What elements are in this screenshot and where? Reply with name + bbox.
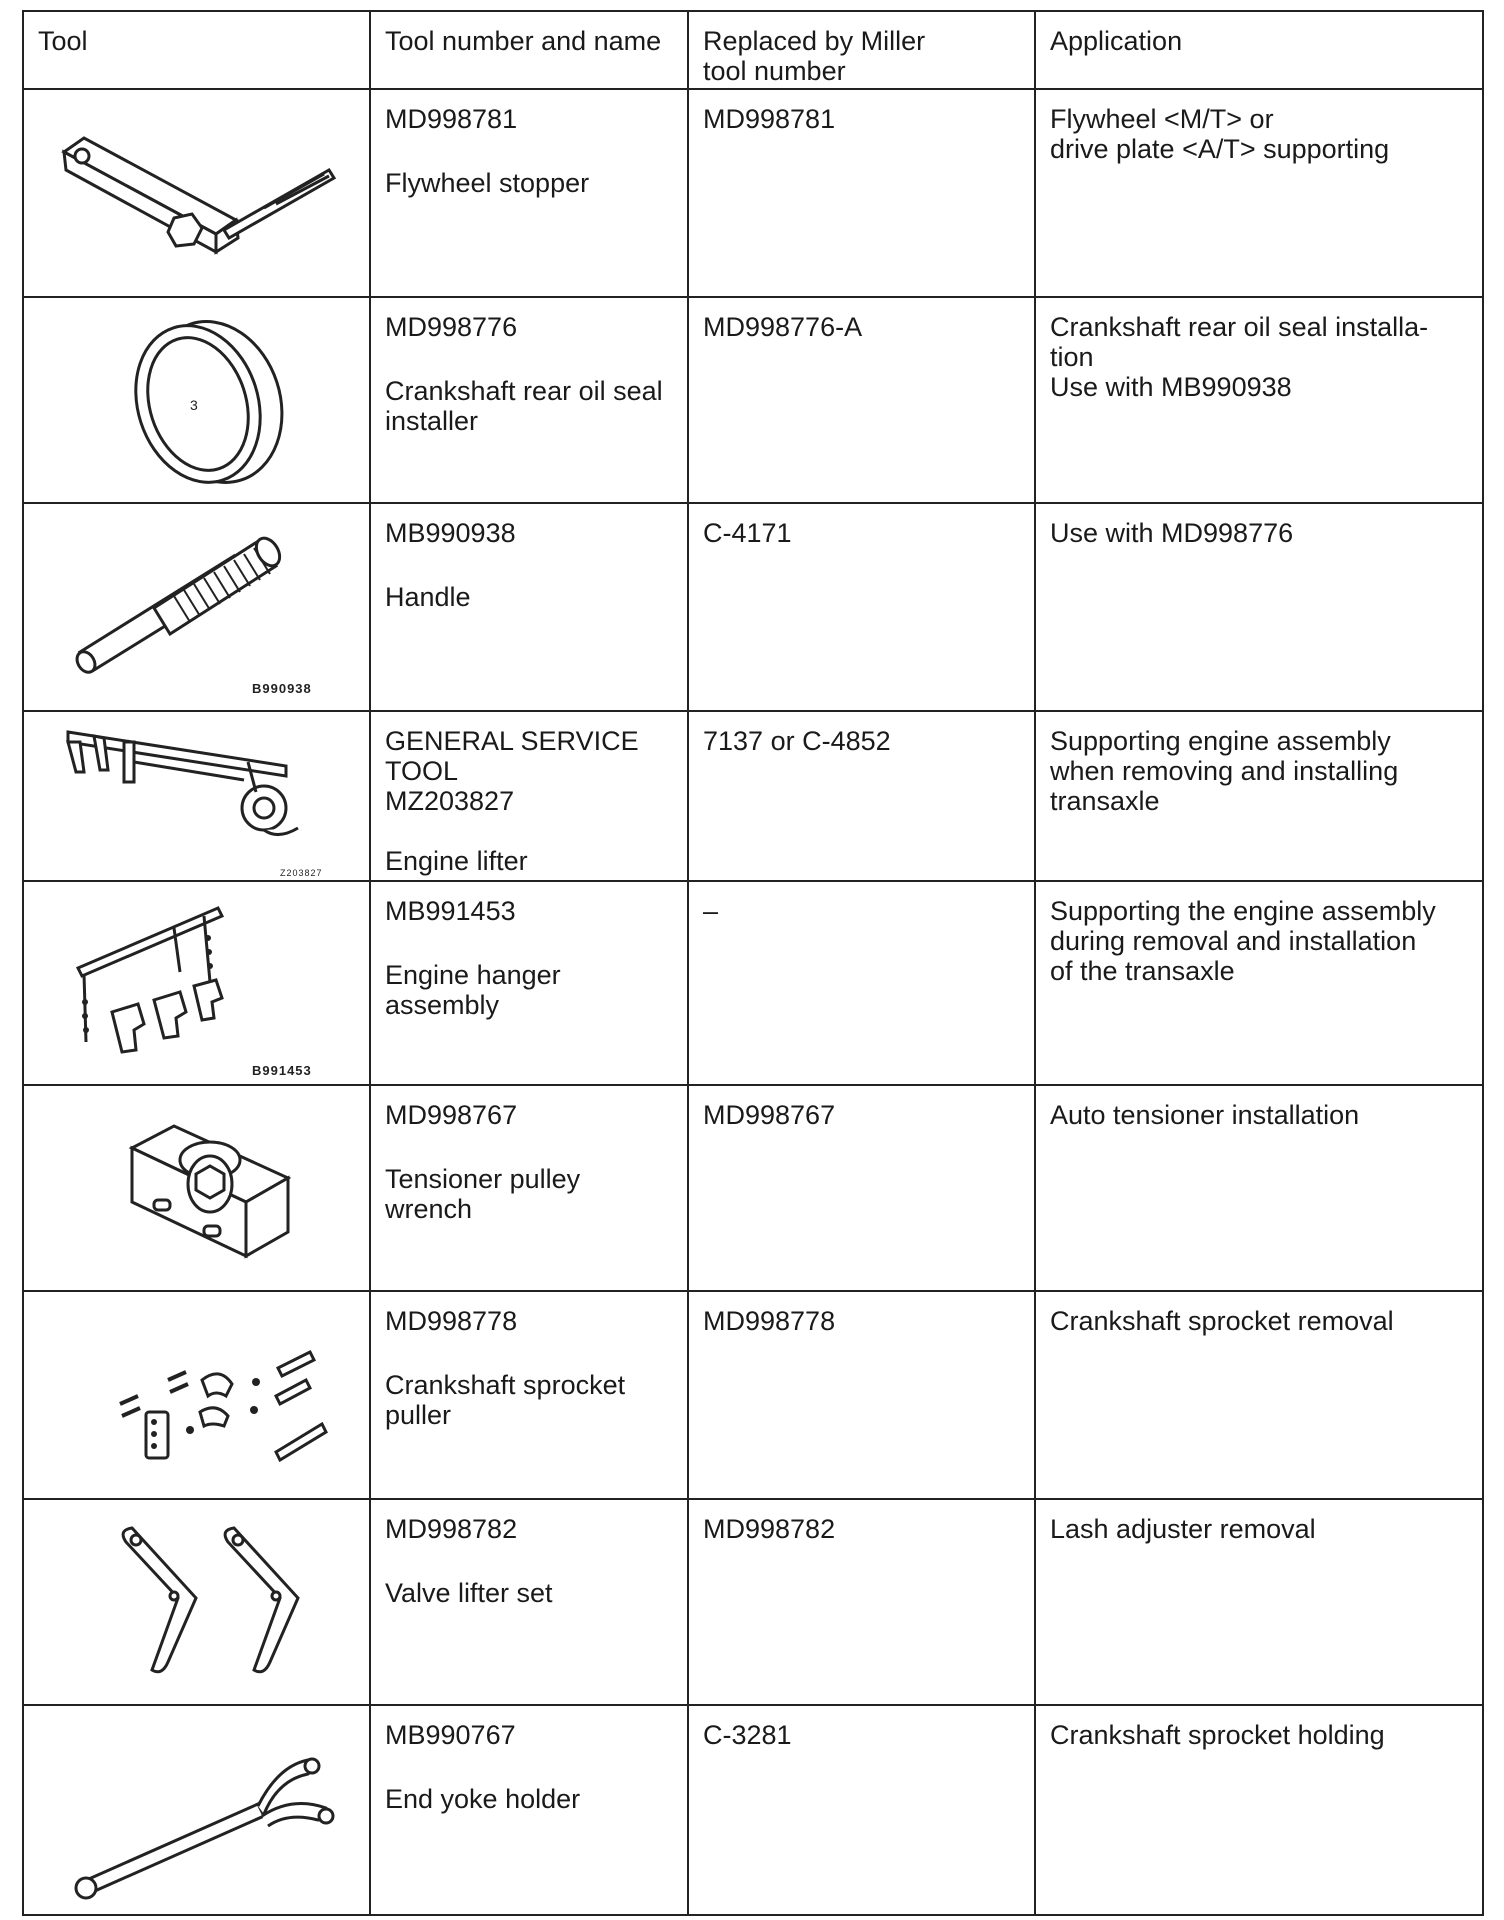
header-number-name: Tool number and name [370, 11, 688, 89]
tool-name: Engine lifter [385, 846, 528, 876]
illustration-code: Z203827 [280, 868, 323, 878]
table-row [23, 1291, 1483, 1499]
tool-number: MB991453 [385, 896, 516, 926]
svg-text:3: 3 [190, 397, 198, 413]
header-replaced: Replaced by Miller tool number [688, 11, 1035, 89]
illustration-code: B991453 [252, 1063, 312, 1078]
miller-number: – [703, 896, 719, 926]
header-application: Application [1035, 11, 1483, 89]
miller-number: MD998778 [703, 1306, 836, 1336]
application: Supporting engine assembly when removing and installing transaxle [1050, 726, 1399, 816]
miller-number: C-3281 [703, 1720, 792, 1750]
flywheel-stopper-icon [24, 90, 370, 296]
tool-name: End yoke holder [385, 1784, 581, 1814]
miller-number: C-4171 [703, 518, 792, 548]
application: Auto tensioner installation [1050, 1100, 1360, 1130]
tool-number: MD998781 [385, 104, 518, 134]
header-row [23, 11, 1483, 89]
table-row [23, 503, 1483, 711]
application: Crankshaft sprocket holding [1050, 1720, 1385, 1750]
tool-number: MB990767 [385, 1720, 516, 1750]
miller-number: MD998767 [703, 1100, 836, 1130]
tool-number: MD998776 [385, 312, 518, 342]
tool-illustration-cell [23, 89, 370, 297]
application: Use with MD998776 [1050, 518, 1294, 548]
tool-number: MD998782 [385, 1514, 518, 1544]
tool-name: Crankshaft rear oil seal installer [385, 376, 663, 436]
tool-name: Valve lifter set [385, 1578, 553, 1608]
tensioner-wrench-icon [24, 1086, 370, 1290]
table-row [23, 1705, 1483, 1915]
application: Supporting the engine assembly during removal and installation of the transaxle [1050, 896, 1436, 986]
table-row [23, 1499, 1483, 1705]
tool-name: Handle [385, 582, 471, 612]
engine-hanger-icon [24, 882, 370, 1084]
tool-name: Engine hanger assembly [385, 960, 561, 1020]
tool-name: Crankshaft sprocket puller [385, 1370, 626, 1430]
tool-number: MD998767 [385, 1100, 518, 1130]
miller-number: MD998776-A [703, 312, 863, 342]
tool-name: Flywheel stopper [385, 168, 590, 198]
tool-number: MB990938 [385, 518, 516, 548]
miller-number: MD998782 [703, 1514, 836, 1544]
oil-seal-installer-icon [24, 298, 370, 502]
end-yoke-holder-icon [24, 1706, 370, 1914]
engine-lifter-icon [24, 712, 370, 880]
illustration-code: B990938 [252, 681, 312, 696]
header-tool: Tool [23, 11, 370, 89]
special-tools-table [22, 10, 1484, 1916]
application: Crankshaft sprocket removal [1050, 1306, 1394, 1336]
table-row [23, 89, 1483, 297]
table-row [23, 1085, 1483, 1291]
application: Flywheel <M/T> or drive plate <A/T> supporting [1050, 104, 1390, 164]
sprocket-puller-icon [24, 1292, 370, 1498]
table-row [23, 711, 1483, 881]
valve-lifter-icon [24, 1500, 370, 1704]
miller-number: MD998781 [703, 104, 836, 134]
table-row [23, 297, 1483, 503]
tool-name: Tensioner pulley wrench [385, 1164, 581, 1224]
application: Lash adjuster removal [1050, 1514, 1316, 1544]
miller-number: 7137 or C-4852 [703, 726, 891, 756]
table-row [23, 881, 1483, 1085]
tool-number: GENERAL SERVICE TOOL MZ203827 [385, 726, 639, 816]
tool-number: MD998778 [385, 1306, 518, 1336]
handle-icon [24, 504, 370, 710]
application: Crankshaft rear oil seal installa- tion Use with MB990938 [1050, 312, 1429, 402]
